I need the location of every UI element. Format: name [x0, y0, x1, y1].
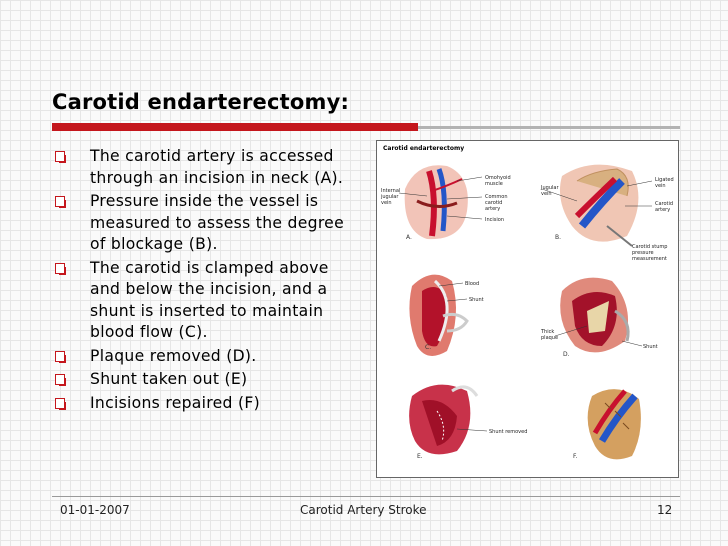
panel-c-drawing	[409, 275, 467, 356]
title-underline-accent	[52, 123, 418, 131]
slide-title: Carotid endarterectomy:	[52, 90, 350, 114]
bullet-item: The carotid artery is accessed through an incision in neck (A).	[52, 146, 362, 189]
panel-f-drawing	[588, 389, 641, 459]
bullet-item: Pressure inside the vessel is measured to assess the degree of blockage (B).	[52, 191, 362, 256]
panel-d-label: Thick plaque	[541, 329, 559, 341]
footer-title: Carotid Artery Stroke	[300, 503, 427, 517]
footer-rule	[52, 496, 680, 497]
panel-b-label: Ligated vein	[655, 177, 674, 189]
checkbox-bullet-icon	[55, 351, 65, 362]
panel-e-letter: E.	[417, 453, 423, 460]
bullet-item: Shunt taken out (E)	[52, 369, 362, 391]
panel-a-letter: A.	[406, 234, 412, 241]
checkbox-bullet-icon	[55, 374, 65, 385]
bullet-item: Incisions repaired (F)	[52, 393, 362, 415]
panel-c-label: Shunt	[469, 297, 484, 303]
panel-f-letter: F.	[573, 453, 578, 460]
panel-a-label: Omohyoid muscle	[485, 175, 511, 187]
checkbox-bullet-icon	[55, 263, 65, 274]
checkbox-bullet-icon	[55, 151, 65, 162]
panel-a-label: Common carotid artery	[485, 194, 508, 212]
panel-d-label: Shunt	[643, 344, 658, 350]
checkbox-bullet-icon	[55, 196, 65, 207]
panel-e-drawing	[409, 385, 487, 455]
checkbox-bullet-icon	[55, 398, 65, 409]
panel-c-label: Blood	[465, 281, 480, 287]
title-underline-grey	[418, 126, 680, 129]
panel-d-letter: D.	[563, 351, 570, 358]
illustration-drawing	[377, 141, 678, 477]
page-number: 12	[657, 503, 673, 517]
panel-a-label: Internal jugular vein	[381, 188, 401, 206]
panel-b-label: Jugular vein	[541, 185, 559, 197]
panel-a-drawing	[399, 165, 482, 239]
figure-title: Carotid endarterectomy	[383, 145, 465, 152]
panel-c-letter: C.	[425, 344, 432, 351]
panel-e-label: Shunt removed	[489, 429, 528, 435]
panel-a-label: Incision	[485, 217, 505, 223]
footer-date: 01-01-2007	[60, 503, 130, 517]
panel-b-label: Carotid stump pressure measurement	[632, 244, 668, 262]
panel-b-label: Carotid artery	[655, 201, 674, 213]
endarterectomy-illustration	[376, 140, 679, 478]
panel-b-letter: B.	[555, 234, 562, 241]
bullet-item: The carotid is clamped above and below the incision, and a shunt is inserted to maintain blood flow (C).	[52, 258, 362, 344]
bullet-item: Plaque removed (D).	[52, 346, 362, 368]
bullet-list	[52, 146, 362, 416]
panel-d-drawing	[555, 278, 642, 353]
